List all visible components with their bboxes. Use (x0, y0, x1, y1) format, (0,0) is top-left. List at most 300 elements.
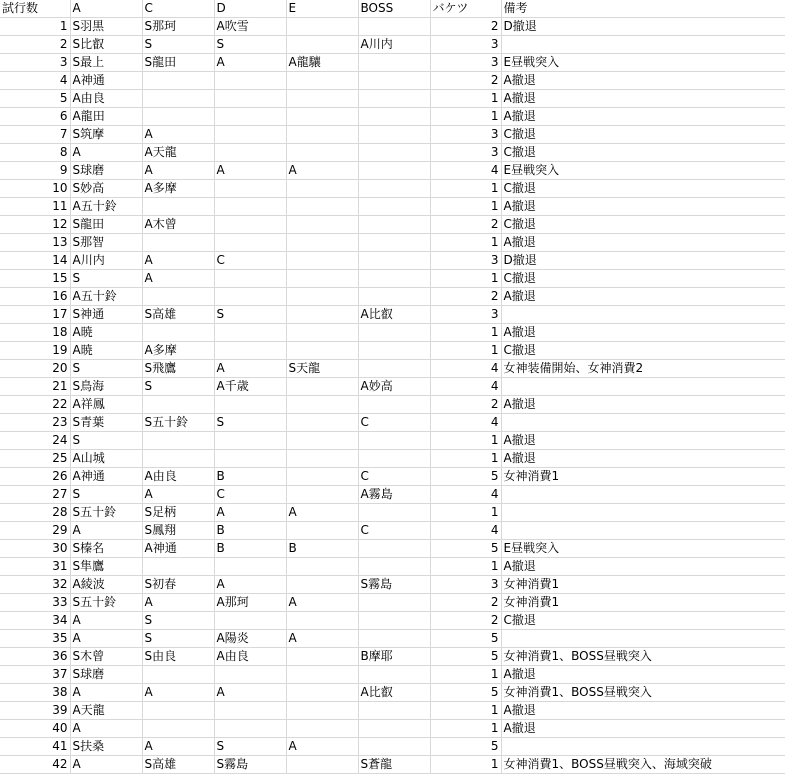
cell-c[interactable]: A (142, 486, 214, 504)
cell-d[interactable] (214, 558, 286, 576)
cell-c[interactable]: A (142, 594, 214, 612)
cell-d[interactable]: B (214, 522, 286, 540)
cell-e[interactable] (286, 216, 358, 234)
cell-c[interactable]: A天龍 (142, 144, 214, 162)
cell-e[interactable] (286, 180, 358, 198)
cell-boss[interactable]: S霧島 (358, 576, 430, 594)
cell-a[interactable]: A川内 (70, 252, 142, 270)
cell-d[interactable] (214, 234, 286, 252)
cell-trial[interactable]: 21 (0, 378, 70, 396)
cell-e[interactable] (286, 270, 358, 288)
cell-bucket[interactable]: 2 (430, 396, 501, 414)
cell-trial[interactable]: 34 (0, 612, 70, 630)
cell-trial[interactable]: 22 (0, 396, 70, 414)
cell-c[interactable]: S初春 (142, 576, 214, 594)
cell-a[interactable]: A (70, 630, 142, 648)
cell-a[interactable]: S隼鷹 (70, 558, 142, 576)
cell-trial[interactable]: 29 (0, 522, 70, 540)
cell-bucket[interactable]: 4 (430, 414, 501, 432)
cell-notes[interactable] (501, 378, 785, 396)
cell-bucket[interactable]: 5 (430, 540, 501, 558)
cell-c[interactable]: A由良 (142, 468, 214, 486)
cell-e[interactable] (286, 396, 358, 414)
cell-notes[interactable]: C撤退 (501, 342, 785, 360)
cell-a[interactable]: S木曾 (70, 648, 142, 666)
cell-e[interactable] (286, 648, 358, 666)
cell-trial[interactable]: 41 (0, 738, 70, 756)
cell-d[interactable] (214, 666, 286, 684)
cell-notes[interactable]: C撤退 (501, 270, 785, 288)
cell-e[interactable] (286, 126, 358, 144)
cell-d[interactable]: A千歳 (214, 378, 286, 396)
cell-bucket[interactable]: 3 (430, 54, 501, 72)
cell-boss[interactable] (358, 540, 430, 558)
cell-boss[interactable] (358, 234, 430, 252)
cell-notes[interactable]: 女神消費1 (501, 576, 785, 594)
cell-e[interactable] (286, 306, 358, 324)
cell-d[interactable]: A (214, 162, 286, 180)
cell-trial[interactable]: 37 (0, 666, 70, 684)
cell-trial[interactable]: 33 (0, 594, 70, 612)
cell-d[interactable]: S霧島 (214, 756, 286, 774)
cell-d[interactable]: S (214, 306, 286, 324)
cell-e[interactable] (286, 756, 358, 774)
cell-boss[interactable]: B摩耶 (358, 648, 430, 666)
cell-bucket[interactable]: 4 (430, 162, 501, 180)
cell-trial[interactable]: 26 (0, 468, 70, 486)
cell-boss[interactable] (358, 720, 430, 738)
cell-boss[interactable] (358, 558, 430, 576)
cell-e[interactable] (286, 432, 358, 450)
cell-notes[interactable]: A撤退 (501, 450, 785, 468)
cell-d[interactable] (214, 90, 286, 108)
header-cell-a[interactable]: A (70, 0, 142, 18)
cell-a[interactable]: A龍田 (70, 108, 142, 126)
cell-c[interactable]: S (142, 630, 214, 648)
cell-c[interactable] (142, 450, 214, 468)
cell-bucket[interactable]: 1 (430, 504, 501, 522)
cell-a[interactable]: S妙高 (70, 180, 142, 198)
cell-boss[interactable] (358, 738, 430, 756)
cell-boss[interactable] (358, 18, 430, 36)
cell-d[interactable] (214, 72, 286, 90)
cell-c[interactable]: A神通 (142, 540, 214, 558)
cell-a[interactable]: A綾波 (70, 576, 142, 594)
cell-e[interactable] (286, 684, 358, 702)
cell-bucket[interactable]: 5 (430, 630, 501, 648)
cell-e[interactable] (286, 198, 358, 216)
cell-notes[interactable]: D撤退 (501, 18, 785, 36)
cell-c[interactable] (142, 666, 214, 684)
cell-trial[interactable]: 17 (0, 306, 70, 324)
cell-notes[interactable]: C撤退 (501, 612, 785, 630)
cell-trial[interactable]: 32 (0, 576, 70, 594)
cell-bucket[interactable]: 1 (430, 666, 501, 684)
cell-d[interactable] (214, 126, 286, 144)
cell-boss[interactable] (358, 702, 430, 720)
cell-notes[interactable]: A撤退 (501, 108, 785, 126)
cell-boss[interactable] (358, 630, 430, 648)
cell-boss[interactable]: A比叡 (358, 684, 430, 702)
cell-boss[interactable] (358, 666, 430, 684)
cell-trial[interactable]: 25 (0, 450, 70, 468)
cell-e[interactable] (286, 702, 358, 720)
cell-bucket[interactable]: 3 (430, 36, 501, 54)
cell-notes[interactable]: A撤退 (501, 432, 785, 450)
cell-a[interactable]: A五十鈴 (70, 198, 142, 216)
cell-bucket[interactable]: 4 (430, 522, 501, 540)
cell-trial[interactable]: 14 (0, 252, 70, 270)
cell-notes[interactable] (501, 630, 785, 648)
cell-a[interactable]: A暁 (70, 324, 142, 342)
cell-a[interactable]: S (70, 432, 142, 450)
cell-bucket[interactable]: 1 (430, 270, 501, 288)
cell-c[interactable]: S (142, 612, 214, 630)
cell-d[interactable] (214, 324, 286, 342)
cell-a[interactable]: A (70, 684, 142, 702)
cell-bucket[interactable]: 3 (430, 252, 501, 270)
cell-trial[interactable]: 10 (0, 180, 70, 198)
cell-boss[interactable] (358, 216, 430, 234)
cell-boss[interactable]: A比叡 (358, 306, 430, 324)
cell-d[interactable] (214, 432, 286, 450)
cell-c[interactable]: A多摩 (142, 180, 214, 198)
cell-trial[interactable]: 24 (0, 432, 70, 450)
cell-a[interactable]: A暁 (70, 342, 142, 360)
cell-c[interactable]: S鳳翔 (142, 522, 214, 540)
cell-bucket[interactable]: 2 (430, 612, 501, 630)
cell-a[interactable]: S (70, 486, 142, 504)
cell-a[interactable]: A (70, 612, 142, 630)
cell-trial[interactable]: 28 (0, 504, 70, 522)
cell-a[interactable]: A祥鳳 (70, 396, 142, 414)
cell-boss[interactable] (358, 432, 430, 450)
cell-c[interactable] (142, 288, 214, 306)
cell-notes[interactable]: E昼戦突入 (501, 54, 785, 72)
cell-bucket[interactable]: 1 (430, 756, 501, 774)
cell-c[interactable]: A (142, 126, 214, 144)
cell-trial[interactable]: 36 (0, 648, 70, 666)
cell-d[interactable] (214, 396, 286, 414)
cell-e[interactable] (286, 324, 358, 342)
cell-c[interactable]: A (142, 162, 214, 180)
cell-a[interactable]: S球磨 (70, 162, 142, 180)
cell-notes[interactable]: A撤退 (501, 702, 785, 720)
cell-a[interactable]: A (70, 144, 142, 162)
cell-bucket[interactable]: 4 (430, 486, 501, 504)
cell-trial[interactable]: 42 (0, 756, 70, 774)
cell-d[interactable]: B (214, 540, 286, 558)
cell-notes[interactable]: 女神消費1 (501, 468, 785, 486)
cell-e[interactable]: B (286, 540, 358, 558)
cell-notes[interactable]: C撤退 (501, 126, 785, 144)
cell-notes[interactable]: A撤退 (501, 90, 785, 108)
cell-trial[interactable]: 4 (0, 72, 70, 90)
cell-notes[interactable]: 女神装備開始、女神消費2 (501, 360, 785, 378)
cell-trial[interactable]: 35 (0, 630, 70, 648)
cell-boss[interactable] (358, 126, 430, 144)
cell-a[interactable]: S最上 (70, 54, 142, 72)
cell-trial[interactable]: 31 (0, 558, 70, 576)
cell-bucket[interactable]: 1 (430, 720, 501, 738)
cell-a[interactable]: A天龍 (70, 702, 142, 720)
cell-d[interactable]: S (214, 738, 286, 756)
cell-boss[interactable] (358, 108, 430, 126)
cell-a[interactable]: S五十鈴 (70, 504, 142, 522)
cell-bucket[interactable]: 1 (430, 558, 501, 576)
cell-boss[interactable] (358, 504, 430, 522)
cell-bucket[interactable]: 1 (430, 234, 501, 252)
cell-notes[interactable]: 女神消費1、BOSS昼戦突入 (501, 684, 785, 702)
cell-trial[interactable]: 12 (0, 216, 70, 234)
cell-notes[interactable]: C撤退 (501, 180, 785, 198)
cell-d[interactable] (214, 702, 286, 720)
cell-bucket[interactable]: 5 (430, 738, 501, 756)
cell-c[interactable] (142, 720, 214, 738)
cell-notes[interactable] (501, 504, 785, 522)
cell-e[interactable] (286, 90, 358, 108)
cell-e[interactable]: A龍驤 (286, 54, 358, 72)
cell-notes[interactable]: 女神消費1 (501, 594, 785, 612)
cell-bucket[interactable]: 4 (430, 360, 501, 378)
cell-trial[interactable]: 38 (0, 684, 70, 702)
cell-bucket[interactable]: 1 (430, 342, 501, 360)
cell-d[interactable]: A那珂 (214, 594, 286, 612)
cell-notes[interactable]: 女神消費1、BOSS昼戦突入 (501, 648, 785, 666)
cell-c[interactable]: S (142, 36, 214, 54)
cell-boss[interactable] (358, 252, 430, 270)
header-cell-e[interactable]: E (286, 0, 358, 18)
cell-e[interactable]: A (286, 738, 358, 756)
cell-notes[interactable]: 女神消費1、BOSS昼戦突入、海域突破 (501, 756, 785, 774)
cell-bucket[interactable]: 2 (430, 72, 501, 90)
cell-trial[interactable]: 20 (0, 360, 70, 378)
cell-trial[interactable]: 9 (0, 162, 70, 180)
cell-notes[interactable] (501, 522, 785, 540)
cell-bucket[interactable]: 5 (430, 648, 501, 666)
cell-c[interactable] (142, 558, 214, 576)
cell-d[interactable] (214, 288, 286, 306)
cell-c[interactable] (142, 108, 214, 126)
cell-notes[interactable]: C撤退 (501, 144, 785, 162)
cell-trial[interactable]: 27 (0, 486, 70, 504)
cell-bucket[interactable]: 1 (430, 90, 501, 108)
cell-a[interactable]: S榛名 (70, 540, 142, 558)
cell-a[interactable]: A五十鈴 (70, 288, 142, 306)
cell-e[interactable]: A (286, 162, 358, 180)
cell-e[interactable] (286, 72, 358, 90)
cell-c[interactable]: A (142, 738, 214, 756)
cell-notes[interactable]: A撤退 (501, 720, 785, 738)
cell-e[interactable]: A (286, 504, 358, 522)
cell-a[interactable]: S青葉 (70, 414, 142, 432)
cell-e[interactable] (286, 468, 358, 486)
cell-e[interactable] (286, 252, 358, 270)
cell-bucket[interactable]: 3 (430, 306, 501, 324)
header-cell-notes[interactable]: 備考 (501, 0, 785, 18)
cell-d[interactable]: A陽炎 (214, 630, 286, 648)
cell-notes[interactable]: E昼戦突入 (501, 162, 785, 180)
cell-trial[interactable]: 19 (0, 342, 70, 360)
cell-bucket[interactable]: 3 (430, 576, 501, 594)
cell-d[interactable]: S (214, 36, 286, 54)
cell-a[interactable]: S羽黒 (70, 18, 142, 36)
cell-d[interactable] (214, 108, 286, 126)
cell-bucket[interactable]: 1 (430, 108, 501, 126)
cell-boss[interactable] (358, 144, 430, 162)
cell-e[interactable] (286, 234, 358, 252)
cell-d[interactable] (214, 198, 286, 216)
cell-e[interactable] (286, 144, 358, 162)
cell-a[interactable]: S (70, 270, 142, 288)
cell-c[interactable]: S五十鈴 (142, 414, 214, 432)
cell-bucket[interactable]: 4 (430, 378, 501, 396)
cell-e[interactable] (286, 612, 358, 630)
cell-d[interactable] (214, 450, 286, 468)
cell-e[interactable] (286, 342, 358, 360)
cell-d[interactable]: A (214, 576, 286, 594)
cell-notes[interactable] (501, 738, 785, 756)
cell-a[interactable]: A (70, 756, 142, 774)
cell-trial[interactable]: 40 (0, 720, 70, 738)
cell-a[interactable]: S比叡 (70, 36, 142, 54)
cell-notes[interactable]: A撤退 (501, 288, 785, 306)
cell-trial[interactable]: 16 (0, 288, 70, 306)
cell-e[interactable] (286, 486, 358, 504)
cell-a[interactable]: S龍田 (70, 216, 142, 234)
header-cell-c[interactable]: C (142, 0, 214, 18)
cell-c[interactable]: S由良 (142, 648, 214, 666)
cell-a[interactable]: S鳥海 (70, 378, 142, 396)
cell-trial[interactable]: 1 (0, 18, 70, 36)
cell-notes[interactable]: A撤退 (501, 198, 785, 216)
cell-d[interactable] (214, 180, 286, 198)
cell-notes[interactable] (501, 414, 785, 432)
cell-e[interactable] (286, 450, 358, 468)
cell-notes[interactable]: A撤退 (501, 396, 785, 414)
cell-notes[interactable]: A撤退 (501, 558, 785, 576)
cell-d[interactable] (214, 216, 286, 234)
cell-d[interactable] (214, 612, 286, 630)
cell-e[interactable] (286, 558, 358, 576)
cell-d[interactable] (214, 270, 286, 288)
cell-trial[interactable]: 13 (0, 234, 70, 252)
cell-boss[interactable] (358, 54, 430, 72)
cell-trial[interactable]: 18 (0, 324, 70, 342)
cell-c[interactable] (142, 198, 214, 216)
cell-d[interactable]: A由良 (214, 648, 286, 666)
cell-c[interactable]: S飛鷹 (142, 360, 214, 378)
cell-trial[interactable]: 2 (0, 36, 70, 54)
cell-bucket[interactable]: 5 (430, 684, 501, 702)
cell-c[interactable]: S (142, 378, 214, 396)
cell-e[interactable]: A (286, 594, 358, 612)
cell-trial[interactable]: 5 (0, 90, 70, 108)
cell-d[interactable]: A (214, 54, 286, 72)
cell-notes[interactable]: A撤退 (501, 72, 785, 90)
cell-boss[interactable] (358, 450, 430, 468)
cell-a[interactable]: S球磨 (70, 666, 142, 684)
cell-notes[interactable]: A撤退 (501, 324, 785, 342)
cell-e[interactable]: A (286, 630, 358, 648)
cell-bucket[interactable]: 2 (430, 216, 501, 234)
cell-a[interactable]: A由良 (70, 90, 142, 108)
header-cell-bucket[interactable]: バケツ (430, 0, 501, 18)
cell-notes[interactable]: C撤退 (501, 216, 785, 234)
cell-boss[interactable]: S蒼龍 (358, 756, 430, 774)
cell-a[interactable]: S筑摩 (70, 126, 142, 144)
cell-c[interactable] (142, 90, 214, 108)
cell-bucket[interactable]: 1 (430, 702, 501, 720)
cell-bucket[interactable]: 1 (430, 432, 501, 450)
cell-c[interactable] (142, 72, 214, 90)
cell-c[interactable] (142, 702, 214, 720)
cell-e[interactable] (286, 36, 358, 54)
cell-d[interactable]: A (214, 504, 286, 522)
cell-boss[interactable] (358, 180, 430, 198)
cell-c[interactable]: A木曾 (142, 216, 214, 234)
cell-boss[interactable]: C (358, 468, 430, 486)
cell-boss[interactable] (358, 396, 430, 414)
cell-e[interactable] (286, 108, 358, 126)
cell-boss[interactable] (358, 198, 430, 216)
cell-e[interactable] (286, 18, 358, 36)
cell-boss[interactable]: C (358, 522, 430, 540)
cell-boss[interactable]: A川内 (358, 36, 430, 54)
cell-boss[interactable] (358, 270, 430, 288)
cell-trial[interactable]: 3 (0, 54, 70, 72)
cell-c[interactable] (142, 432, 214, 450)
cell-bucket[interactable]: 3 (430, 126, 501, 144)
cell-c[interactable] (142, 324, 214, 342)
cell-d[interactable]: C (214, 252, 286, 270)
cell-a[interactable]: A (70, 720, 142, 738)
cell-boss[interactable] (358, 288, 430, 306)
cell-boss[interactable] (358, 360, 430, 378)
cell-e[interactable] (286, 414, 358, 432)
cell-trial[interactable]: 23 (0, 414, 70, 432)
cell-boss[interactable] (358, 342, 430, 360)
cell-c[interactable]: S那珂 (142, 18, 214, 36)
cell-e[interactable] (286, 720, 358, 738)
cell-e[interactable] (286, 378, 358, 396)
cell-boss[interactable] (358, 90, 430, 108)
cell-notes[interactable]: E昼戦突入 (501, 540, 785, 558)
cell-bucket[interactable]: 1 (430, 198, 501, 216)
cell-a[interactable]: A神通 (70, 72, 142, 90)
cell-c[interactable] (142, 234, 214, 252)
cell-trial[interactable]: 11 (0, 198, 70, 216)
cell-boss[interactable] (358, 162, 430, 180)
cell-c[interactable]: A多摩 (142, 342, 214, 360)
cell-a[interactable]: A神通 (70, 468, 142, 486)
cell-bucket[interactable]: 5 (430, 468, 501, 486)
cell-c[interactable]: S高雄 (142, 756, 214, 774)
cell-trial[interactable]: 7 (0, 126, 70, 144)
cell-d[interactable]: B (214, 468, 286, 486)
cell-d[interactable]: A (214, 684, 286, 702)
cell-bucket[interactable]: 2 (430, 18, 501, 36)
cell-bucket[interactable]: 2 (430, 594, 501, 612)
header-cell-trial[interactable]: 試行数 (0, 0, 70, 18)
cell-c[interactable] (142, 396, 214, 414)
cell-trial[interactable]: 15 (0, 270, 70, 288)
cell-trial[interactable]: 6 (0, 108, 70, 126)
cell-a[interactable]: S (70, 360, 142, 378)
cell-c[interactable]: A (142, 252, 214, 270)
cell-d[interactable] (214, 720, 286, 738)
cell-boss[interactable]: C (358, 414, 430, 432)
